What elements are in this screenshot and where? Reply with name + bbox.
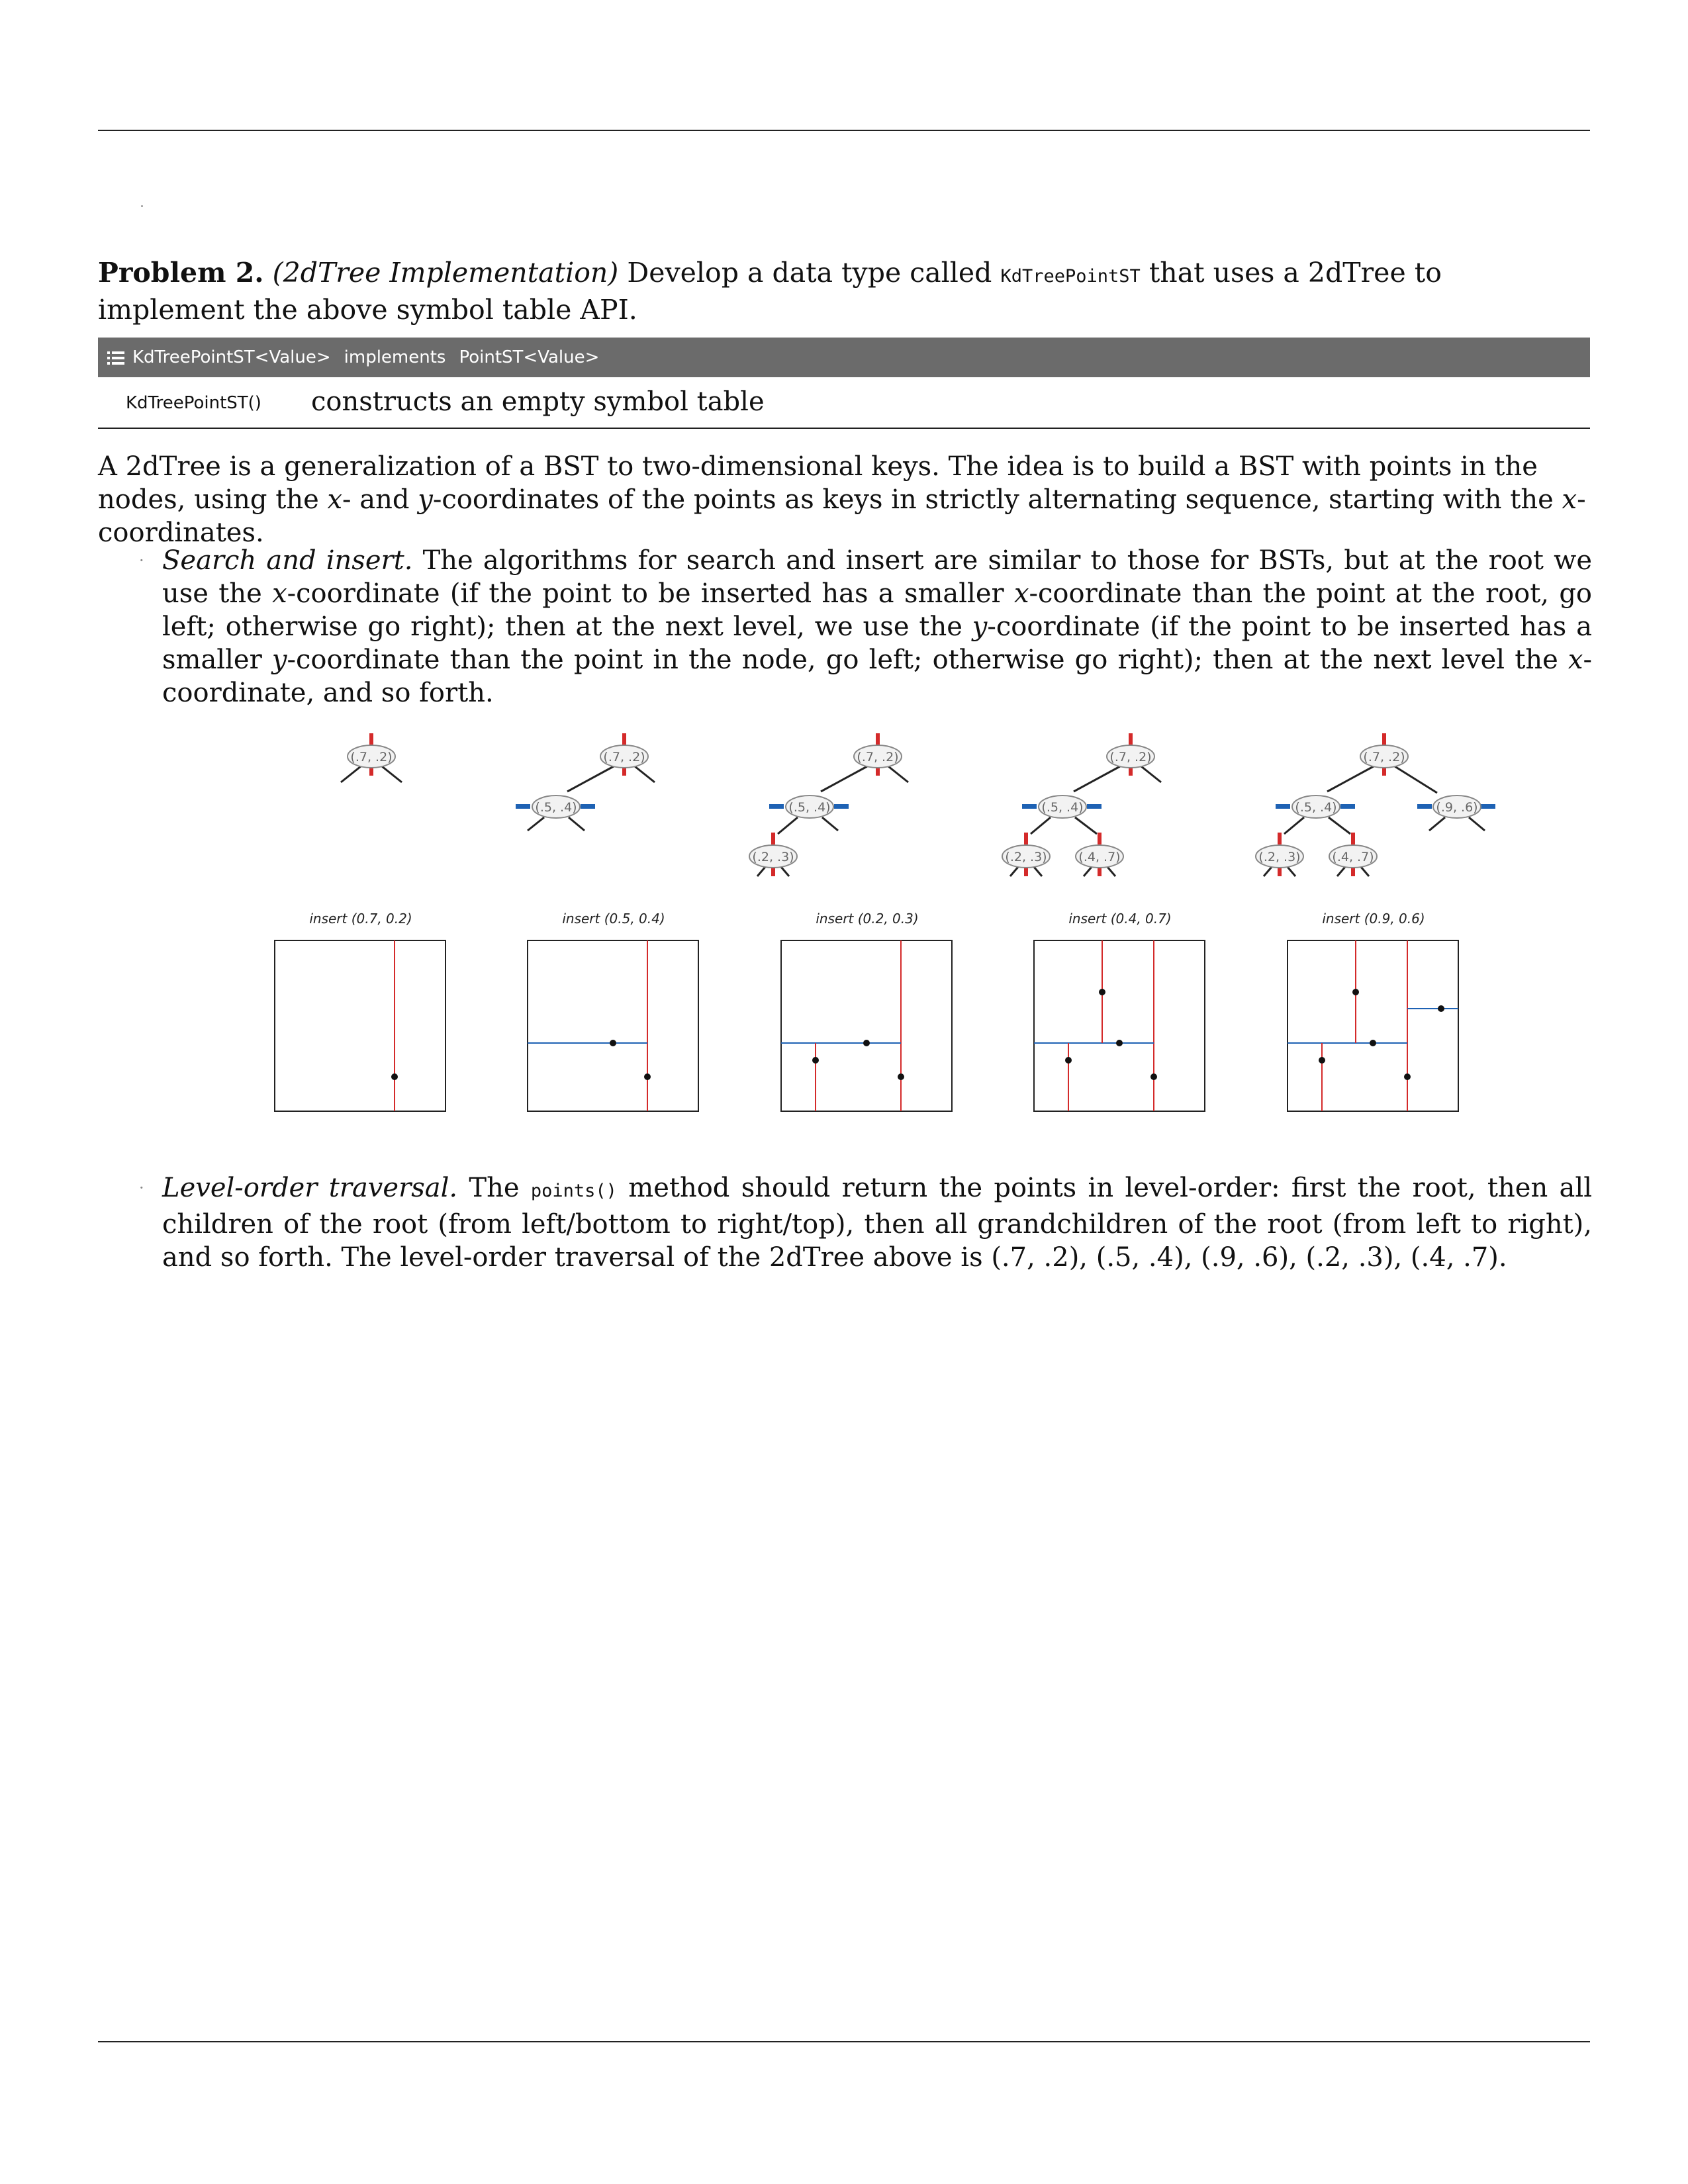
svg-text:(.7, .2): (.7, .2) — [857, 750, 899, 764]
caption-3: insert (0.2, 0.3) — [816, 911, 919, 927]
panel-5 — [1256, 733, 1495, 1111]
tree-2 — [516, 733, 655, 831]
bullet-heading: Search and insert. — [162, 545, 413, 576]
kdtree-figure — [0, 715, 1688, 1138]
svg-text:(.7, .2): (.7, .2) — [1363, 750, 1405, 764]
node-label: (.7, .2) — [350, 750, 393, 764]
margin-dot — [141, 205, 143, 207]
svg-text:(.7, .2): (.7, .2) — [1109, 750, 1152, 764]
list-icon — [107, 351, 124, 365]
caption-4: insert (0.4, 0.7) — [1068, 911, 1172, 927]
tree-3 — [749, 733, 908, 876]
caption-5: insert (0.9, 0.6) — [1322, 911, 1425, 927]
svg-text:(.2, .3): (.2, .3) — [1258, 850, 1301, 864]
svg-text:(.4, .7): (.4, .7) — [1332, 850, 1374, 864]
panel-4 — [1002, 733, 1205, 1111]
svg-text:(.5, .4): (.5, .4) — [1041, 800, 1084, 815]
svg-text:(.5, .4): (.5, .4) — [1295, 800, 1337, 815]
bottom-rule — [98, 2041, 1590, 2042]
api-interface: PointST<Value> — [459, 347, 600, 367]
caption-2: insert (0.5, 0.4) — [562, 911, 665, 927]
panel-1 — [275, 733, 445, 1111]
problem-number: Problem 2. — [98, 257, 264, 289]
panel-2 — [516, 733, 698, 1111]
api-header — [98, 338, 1590, 377]
caption-1: insert (0.7, 0.2) — [309, 911, 412, 927]
svg-text:(.5, .4): (.5, .4) — [788, 800, 831, 815]
problem-statement: Problem 2. (2dTree Implementation) Develop a data type called KdTreePointST that uses a 2dTree to implement the above symbol table API. — [98, 257, 1442, 326]
svg-text:(.5, .4): (.5, .4) — [535, 800, 577, 815]
problem-title: (2dTree Implementation) — [272, 257, 619, 289]
tree-4 — [1002, 733, 1161, 876]
api-keyword: implements — [344, 347, 446, 367]
class-name: KdTreePointST — [1000, 266, 1141, 287]
tree-1 — [341, 733, 402, 782]
bullet-level-order: · Level-order traversal. The points() method should return the points in level-order: first the root, then all children of the root (from left/bottom to right/top), then all grandchildren of the root (from left to right), and so forth. The level-order traversal of the 2dTree above is (.7, .2), (.5, .4), (.9, .6), (.2, .3), (.4, .7). — [139, 1173, 1592, 1273]
svg-text:(.9, .6): (.9, .6) — [1436, 800, 1478, 815]
api-constructor-row — [98, 380, 1590, 429]
top-rule — [98, 130, 1590, 131]
tree-5 — [1256, 733, 1495, 876]
bullet-search-insert: · Search and insert. The algorithms for search and insert are similar to those for BSTs, but at the root we use the x-coordinate (if the point to be inserted has a smaller x-coordinate than the point at the root, go left; otherwise go right); then at the next level, we use the y-coordinate (if the point to be inserted has a smaller y-coordinate than the point in the node, go left; otherwise go right); then at the next level the x-coordinate, and so forth. — [139, 545, 1593, 708]
svg-text:(.7, .2): (.7, .2) — [603, 750, 645, 764]
constructor-signature: KdTreePointST() — [126, 393, 261, 413]
svg-text:(.2, .3): (.2, .3) — [752, 850, 794, 864]
panel-3 — [749, 733, 952, 1111]
svg-text:(.4, .7): (.4, .7) — [1078, 850, 1121, 864]
method-name: points() — [530, 1181, 617, 1201]
constructor-description: constructs an empty symbol table — [311, 387, 765, 417]
intro-paragraph: A 2dTree is a generalization of a BST to two-dimensional keys. The idea is to build a BST with points in the nodes, using the x- and y-coordinates of the points as keys in strictly alternating sequence, starting with the x-coordinates. — [98, 451, 1586, 548]
bullet-heading: Level-order traversal. — [162, 1173, 458, 1203]
api-class: KdTreePointST<Value> — [132, 347, 331, 367]
svg-text:(.2, .3): (.2, .3) — [1005, 850, 1047, 864]
